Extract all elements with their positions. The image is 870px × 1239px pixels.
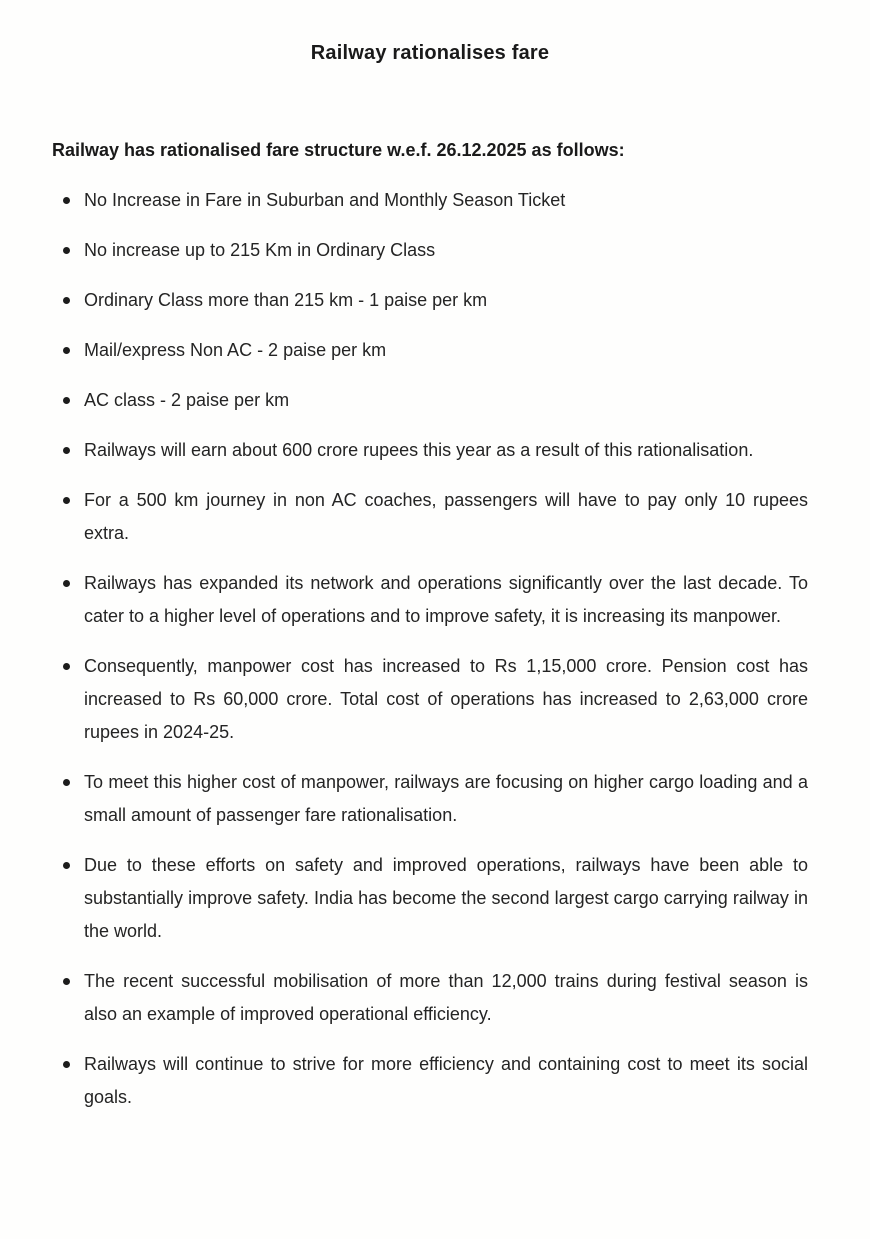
bullet-item	[52, 434, 808, 467]
bullet-dot-icon	[63, 779, 70, 786]
bullet-text: AC class - 2 paise per km	[84, 390, 290, 410]
bullet-item	[52, 766, 808, 832]
document-heading: Railway has rationalised fare structure w.e.f. 26.12.2025 as follows:	[52, 140, 625, 160]
bullet-text: Railways will earn about 600 crore rupees this year as a result of this rationalisation.	[84, 440, 754, 460]
bullet-item	[52, 567, 808, 633]
bullet-item	[52, 1048, 808, 1114]
bullet-item	[52, 384, 808, 417]
bullet-text: Railways has expanded its network and operations significantly over the last decade. To cater to a higher level of operations and to improve safety, it is increasing its manpower.	[84, 573, 808, 626]
page-title: Railway rationalises fare	[310, 42, 550, 64]
bullet-dot-icon	[63, 497, 70, 504]
bullet-item	[52, 184, 808, 217]
bullet-item	[52, 965, 808, 1031]
bullet-dot-icon	[63, 447, 70, 454]
bullet-item	[52, 334, 808, 367]
bullet-list	[52, 184, 808, 1114]
bullet-text: Mail/express Non AC - 2 paise per km	[84, 340, 387, 360]
bullet-text: Railways will continue to strive for more efficiency and containing cost to meet its social goals.	[84, 1054, 808, 1107]
bullet-dot-icon	[63, 297, 70, 304]
bullet-text: Consequently, manpower cost has increased to Rs 1,15,000 crore. Pension cost has increased to Rs 60,000 crore. Total cost of operations has increased to 2,63,000 crore rupees in 2024-25.	[84, 656, 808, 742]
bullet-item	[52, 484, 808, 550]
bullet-item	[52, 284, 808, 317]
bullet-dot-icon	[63, 197, 70, 204]
bullet-item	[52, 234, 808, 267]
bullet-text: No increase up to 215 Km in Ordinary Class	[84, 240, 436, 260]
bullet-text: Ordinary Class more than 215 km - 1 paise per km	[84, 290, 488, 310]
bullet-dot-icon	[63, 1061, 70, 1068]
bullet-dot-icon	[63, 397, 70, 404]
bullet-item	[52, 849, 808, 948]
bullet-dot-icon	[63, 663, 70, 670]
bullet-item	[52, 650, 808, 749]
bullet-text: Due to these efforts on safety and improved operations, railways have been able to substantially improve safety. India has become the second largest cargo carrying railway in the world.	[84, 855, 808, 941]
bullet-dot-icon	[63, 347, 70, 354]
bullet-dot-icon	[63, 978, 70, 985]
bullet-dot-icon	[63, 862, 70, 869]
bullet-dot-icon	[63, 247, 70, 254]
bullet-text: No Increase in Fare in Suburban and Monthly Season Ticket	[84, 190, 566, 210]
bullet-dot-icon	[63, 580, 70, 587]
bullet-text: For a 500 km journey in non AC coaches, passengers will have to pay only 10 rupees extra.	[84, 490, 808, 543]
bullet-text: To meet this higher cost of manpower, railways are focusing on higher cargo loading and a small amount of passenger fare rationalisation.	[84, 772, 808, 825]
bullet-text: The recent successful mobilisation of more than 12,000 trains during festival season is also an example of improved operational efficiency.	[84, 971, 808, 1024]
